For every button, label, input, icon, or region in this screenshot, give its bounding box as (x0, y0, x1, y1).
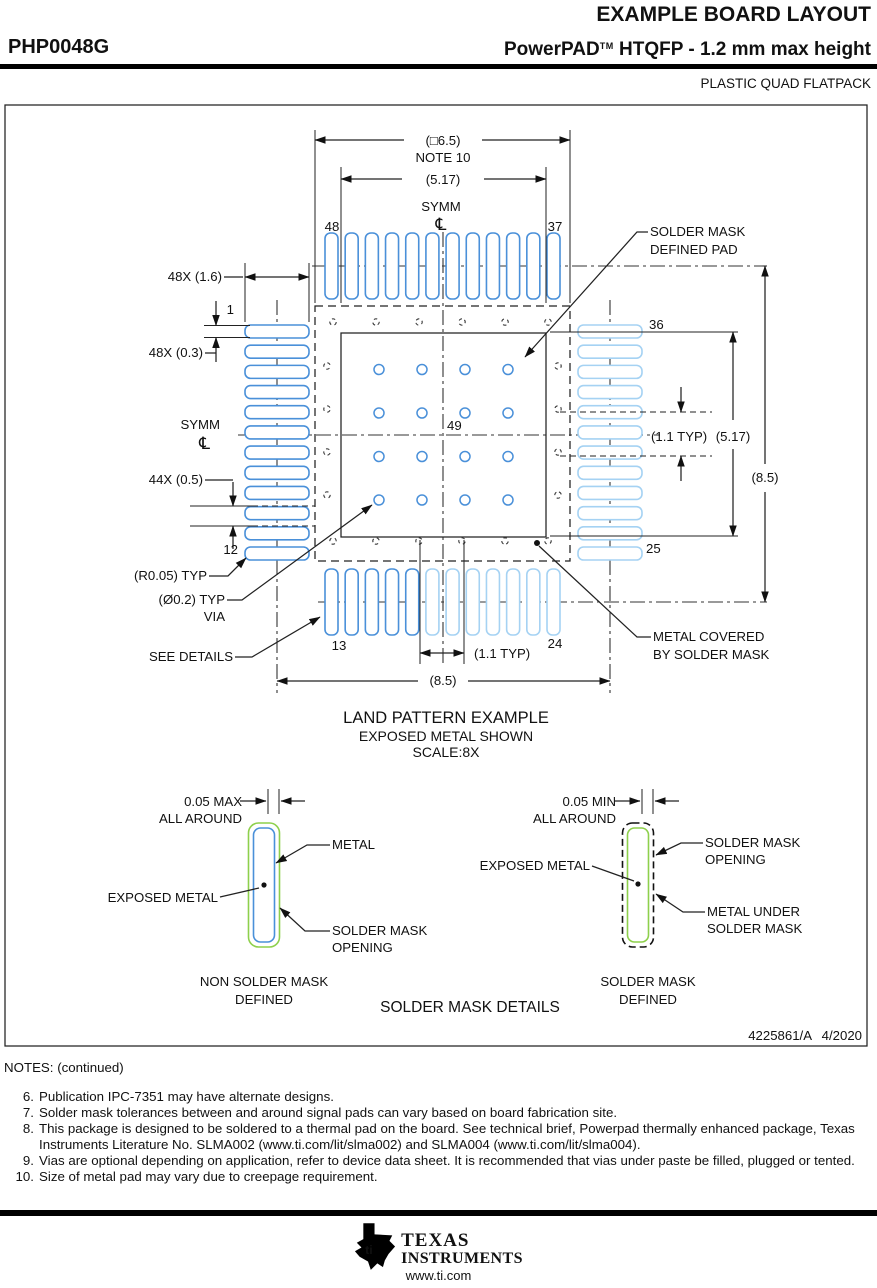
solder-mask-tick (457, 317, 466, 326)
detail-smd (480, 789, 803, 1007)
thermal-via (503, 495, 513, 505)
pin-37: 37 (547, 219, 563, 234)
solder-mask-tick (329, 537, 338, 546)
callout-corner-radius (134, 558, 246, 583)
pin-49: 49 (447, 418, 462, 433)
thermal-via (374, 452, 384, 462)
pad (365, 233, 378, 299)
pad (466, 233, 479, 299)
solder-mask-tick (555, 449, 562, 456)
note-text: Size of metal pad may vary due to creepage requirement. (39, 1169, 378, 1184)
smd-dim-label-1: 0.05 MIN (562, 794, 616, 809)
note-number: 7. (22, 1105, 34, 1120)
solder-mask-tick (323, 491, 332, 500)
brand-line-1: TEXAS (401, 1230, 470, 1251)
smd-pad-label-2: DEFINED PAD (650, 242, 738, 257)
callout-metal-covered (534, 540, 769, 662)
see-details-label: SEE DETAILS (148, 649, 233, 664)
thermal-via (503, 365, 513, 375)
ti-url: www.ti.com (405, 1268, 472, 1283)
dim-right-span-label: (5.17) (715, 429, 751, 444)
pad (406, 569, 419, 635)
pad (345, 569, 358, 635)
symm-left-centerline-symbol: ℄ (199, 434, 210, 454)
thermal-via (417, 495, 427, 505)
pin-48: 48 (324, 219, 340, 234)
note-item (4, 1089, 872, 1105)
pad (245, 386, 309, 399)
pin-25: 25 (646, 541, 661, 556)
dim-right-total-label: (8.5) (751, 470, 779, 485)
pad (365, 569, 378, 635)
pad (527, 569, 540, 635)
note-text: Publication IPC-7351 may have alternate designs. (39, 1089, 334, 1104)
pad (578, 365, 642, 378)
pad (245, 365, 309, 378)
solder-mask-tick (416, 538, 423, 545)
pin-1: 1 (226, 302, 234, 317)
package-type: PLASTIC QUAD FLATPACK (700, 76, 871, 91)
nsmd-caption-1: NON SOLDER MASK (199, 974, 329, 989)
note-text: Solder mask tolerances between and around signal pads can vary based on board fabrication site. (39, 1105, 618, 1120)
nsmd-dim-label-1: 0.05 MAX (184, 794, 242, 809)
dim-pad-width (149, 301, 250, 362)
solder-mask-tick (415, 318, 424, 327)
smd-dim-label-2: ALL AROUND (532, 811, 616, 826)
doc-number: 4225861/A (748, 1028, 812, 1043)
nsmd-exposed-label: EXPOSED METAL (107, 890, 218, 905)
solder-mask-tick (372, 318, 380, 326)
symm-left-label: SYMM (180, 417, 220, 432)
solder-mask-tick (544, 318, 551, 325)
solder-mask-tick (330, 319, 336, 325)
pad (245, 527, 309, 540)
note-item (4, 1105, 872, 1121)
solder-mask-tick (323, 448, 332, 457)
nsmd-caption-2: DEFINED (235, 992, 293, 1007)
pad (245, 466, 309, 479)
pad (446, 569, 459, 635)
callout-see-details (149, 617, 320, 664)
smd-caption-2: DEFINED (619, 992, 677, 1007)
solder-mask-tick (458, 537, 466, 545)
notes-heading: NOTES: (continued) (4, 1060, 124, 1075)
pad (245, 325, 309, 338)
note-number: 9. (22, 1153, 34, 1168)
smd-opening-label-1: SOLDER MASK (705, 835, 801, 850)
solder-mask-tick (554, 491, 562, 499)
notes-list (4, 1089, 872, 1185)
pad (345, 233, 358, 299)
smd-under-label-1: METAL UNDER (707, 904, 801, 919)
pad (578, 466, 642, 479)
notes-section (4, 1060, 872, 1185)
thermal-via (460, 452, 470, 462)
thermal-via (460, 408, 470, 418)
note-number: 8. (22, 1121, 34, 1136)
nsmd-metal-label: METAL (332, 837, 375, 852)
pad (446, 233, 459, 299)
smd-opening-label-2: OPENING (705, 852, 766, 867)
dim-pitch-label: 44X (0.5) (148, 472, 203, 487)
pad (245, 446, 309, 459)
mask-arc-marks (323, 317, 563, 545)
via-label: VIA (203, 609, 225, 624)
dim-right-pitch-label: (1.1 TYP) (651, 429, 708, 444)
pad (245, 345, 309, 358)
pad (245, 507, 309, 520)
via-dia-label: (Ø0.2) TYP (158, 592, 225, 607)
thermal-via (417, 365, 427, 375)
brand-wordmark (401, 1222, 523, 1268)
dim-pad-length (168, 263, 309, 322)
thermal-via (374, 495, 384, 505)
callout-via (159, 505, 372, 624)
trademark-mark: TM (599, 41, 614, 51)
metal-covered-label-1: METAL COVERED (653, 629, 765, 644)
note-item (4, 1169, 872, 1185)
nsmd-opening-label-2: OPENING (332, 940, 393, 955)
sheet-title: EXAMPLE BOARD LAYOUT (596, 3, 871, 26)
pad (386, 233, 399, 299)
thermal-via (460, 365, 470, 375)
pad (578, 507, 642, 520)
centerlines (238, 232, 770, 693)
smd-caption-1: SOLDER MASK (600, 974, 696, 989)
note-number: 6. (22, 1089, 34, 1104)
smd-under-label-2: SOLDER MASK (707, 921, 803, 936)
dim-body-note: NOTE 10 (415, 150, 471, 165)
solder-mask-tick (554, 362, 563, 371)
pad (486, 569, 499, 635)
dim-bottom-pitch-label: (1.1 TYP) (474, 646, 531, 661)
dim-top-span-label: (5.17) (425, 172, 461, 187)
thermal-via (503, 452, 513, 462)
symm-top-label: SYMM (421, 199, 461, 214)
thermal-via (460, 495, 470, 505)
note-item (4, 1153, 872, 1169)
note-text: Vias are optional depending on application, refer to device data sheet. It is recommended that vias under paste be filled, plugged or tented. (39, 1153, 855, 1168)
pad (507, 233, 520, 299)
metal-covered-label-2: BY SOLDER MASK (653, 647, 770, 662)
solder-mask-tick (323, 405, 331, 413)
pad (547, 569, 560, 635)
brand-line-2: INSTRUMENTS (401, 1249, 523, 1267)
pad (578, 446, 642, 459)
pad (578, 547, 642, 560)
solder-mask-tick (323, 362, 330, 369)
pad (325, 569, 338, 635)
pad (245, 486, 309, 499)
pin-24: 24 (547, 636, 563, 651)
drawing-title: LAND PATTERN EXAMPLE (343, 709, 549, 727)
dim-pad-width-label: 48X (0.3) (148, 345, 203, 360)
pad (547, 233, 560, 299)
pad (578, 386, 642, 399)
pin-12: 12 (223, 542, 238, 557)
doc-date: 4/2020 (821, 1028, 862, 1043)
note-text: This package is designed to be soldered to a thermal pad on the board. See technical brief, Powerpad thermally enhanced package, Texas Instruments Literature No. SLMA002 (www.ti.com/lit/slma002) and SLMA004 (www.ti.com/lit/slma004). (39, 1121, 855, 1152)
thermal-via (417, 408, 427, 418)
smd-exposed-label: EXPOSED METAL (479, 858, 590, 873)
thermal-via (374, 365, 384, 375)
pad (527, 233, 540, 299)
pad (426, 569, 439, 635)
nsmd-dim-label-2: ALL AROUND (158, 811, 242, 826)
pad (507, 569, 520, 635)
texas-map-icon (354, 1222, 396, 1272)
note-item (4, 1121, 872, 1153)
ti-monogram: ti (365, 1243, 373, 1257)
pin-13: 13 (331, 638, 347, 653)
dim-pad-length-label: 48X (1.6) (167, 269, 222, 284)
thermal-via (417, 452, 427, 462)
thermal-via (503, 408, 513, 418)
solder-mask-tick (543, 536, 552, 545)
smd-exposed-metal-dot (635, 881, 640, 886)
pad (578, 527, 642, 540)
nsmd-opening-label-1: SOLDER MASK (332, 923, 428, 938)
pad (386, 569, 399, 635)
pad (426, 233, 439, 299)
symm-top-centerline-symbol: ℄ (435, 215, 447, 235)
pad (245, 406, 309, 419)
smd-pad-label-1: SOLDER MASK (650, 224, 746, 239)
pin-36: 36 (649, 317, 664, 332)
dim-right-total (751, 266, 778, 602)
nsmd-exposed-metal-dot (261, 882, 266, 887)
solder-mask-tick (501, 318, 510, 327)
note-number: 10. (15, 1169, 34, 1184)
package-spec: HTQFP - 1.2 mm max height (613, 39, 871, 60)
family-name: PowerPAD (504, 39, 600, 60)
pad (486, 233, 499, 299)
pad (245, 426, 309, 439)
drawing-subtitle: EXPOSED METAL SHOWN (358, 728, 534, 744)
footer-rule (0, 1210, 877, 1216)
pad (578, 345, 642, 358)
drawing-scale: SCALE:8X (412, 744, 480, 760)
solder-mask-tick (372, 537, 380, 545)
pad (578, 486, 642, 499)
thermal-via (374, 408, 384, 418)
solder-mask-tick (501, 537, 510, 546)
details-title: SOLDER MASK DETAILS (380, 999, 560, 1016)
dim-bottom-span (277, 673, 610, 688)
detail-nsmd (108, 789, 428, 1007)
pad (325, 233, 338, 299)
dim-body-label: (□6.5) (425, 133, 461, 148)
corner-radius-label: (R0.05) TYP (133, 568, 207, 583)
part-number: PHP0048G (8, 36, 110, 58)
dim-bottom-span-label: (8.5) (429, 673, 457, 688)
pad (578, 426, 642, 439)
pad (406, 233, 419, 299)
ti-logo (0, 1222, 877, 1272)
pad (466, 569, 479, 635)
